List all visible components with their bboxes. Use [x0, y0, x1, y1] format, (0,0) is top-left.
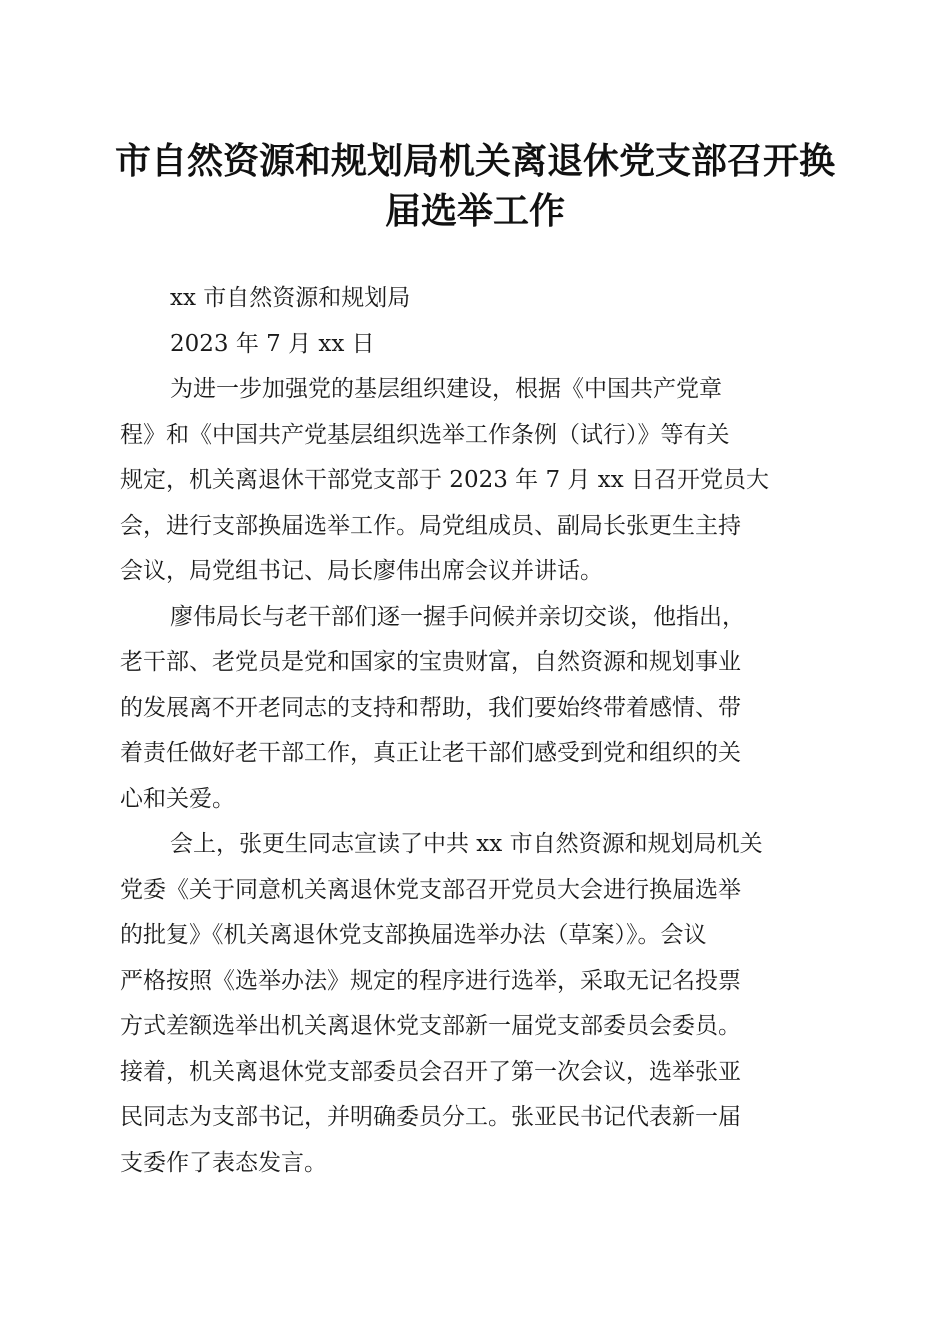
paragraph-line: 的批复》《机关离退休党支部换届选举办法（草案）》。会议	[120, 922, 707, 948]
paragraph-line: 会议，局党组书记、局长廖伟出席会议并讲话。	[120, 558, 603, 584]
paragraph-line: 为进一步加强党的基层组织建设，根据《中国共产党章	[170, 376, 722, 402]
paragraph-2	[120, 595, 832, 823]
paragraph-line: 支委作了表态发言。	[120, 1149, 327, 1176]
paragraph-line: 民同志为支部书记，并明确委员分工。张亚民书记代表新一届	[120, 1104, 741, 1130]
paragraph-line: 方式差额选举出机关离退休党支部新一届党支部委员会委员。	[120, 1013, 741, 1039]
paragraph-1	[120, 367, 832, 595]
organization-line: xx 市自然资源和规划局	[170, 285, 411, 311]
paragraph-line: 规定，机关离退休干部党支部于 2023 年 7 月 xx 日召开党员大	[120, 467, 769, 493]
paragraph-line: 党委《关于同意机关离退休党支部召开党员大会进行换届选举	[120, 876, 741, 903]
document-body	[120, 276, 832, 1186]
date-line: 2023 年 7 月 xx 日	[170, 330, 375, 357]
paragraph-line: 程》和《中国共产党基层组织选举工作条例（试行）》等有关	[120, 421, 730, 448]
paragraph-line: 接着，机关离退休党支部委员会召开了第一次会议，选举张亚	[120, 1058, 741, 1085]
paragraph-line: 着责任做好老干部工作，真正让老干部们感受到党和组织的关	[120, 740, 741, 766]
paragraph-line: 廖伟局长与老干部们逐一握手问候并亲切交谈，他指出，	[170, 603, 745, 630]
title-line-2: 届选举工作	[384, 190, 565, 232]
document-title	[100, 136, 850, 236]
title-line-1: 市自然资源和规划局机关离退休党支部召开换	[114, 140, 835, 182]
paragraph-line: 会上，张更生同志宣读了中共 xx 市自然资源和规划局机关	[170, 831, 763, 857]
paragraph-line: 严格按照《选举办法》规定的程序进行选举，采取无记名投票	[120, 967, 741, 994]
paragraph-line: 老干部、老党员是党和国家的宝贵财富，自然资源和规划事业	[120, 649, 741, 675]
paragraph-3	[120, 822, 832, 1186]
paragraph-line: 的发展离不开老同志的支持和帮助，我们要始终带着感情、带	[120, 694, 741, 721]
paragraph-line: 心和关爱。	[120, 785, 235, 812]
paragraph-line: 会，进行支部换届选举工作。局党组成员、副局长张更生主持	[120, 512, 741, 539]
